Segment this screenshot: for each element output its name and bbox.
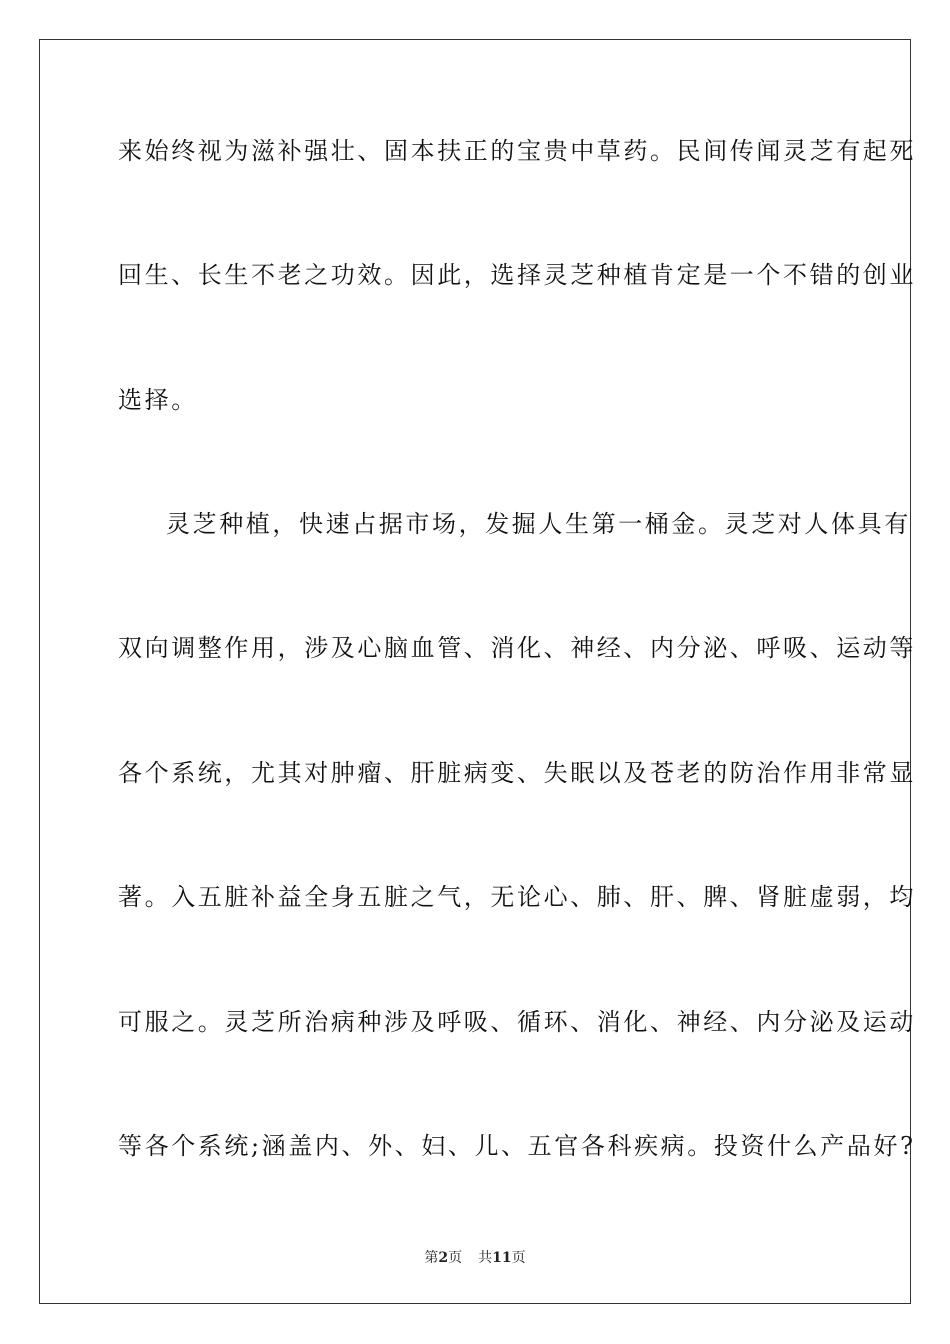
- text-line-7: 著。入五脏补益全身五脏之气，无论心、肺、肝、脾、肾脏虚弱，均: [118, 883, 916, 911]
- text-line-9: 等各个系统;涵盖内、外、妇、儿、五官各科疾病。投资什么产品好?: [118, 1132, 916, 1160]
- page-number: 2: [438, 1250, 449, 1266]
- text-line-8: 可服之。灵芝所治病种涉及呼吸、循环、消化、神经、内分泌及运动: [118, 1008, 916, 1036]
- page-border: [39, 39, 916, 1304]
- text-line-3: 选择。: [118, 386, 198, 414]
- text-line-1: 来始终视为滋补强壮、固本扶正的宝贵中草药。民间传闻灵芝有起死: [118, 137, 916, 165]
- text-line-5: 双向调整作用，涉及心脑血管、消化、神经、内分泌、呼吸、运动等: [118, 634, 916, 662]
- page-suffix: 页: [448, 1250, 463, 1266]
- total-suffix: 页: [511, 1250, 526, 1266]
- total-prefix: 共: [478, 1250, 493, 1266]
- text-line-6: 各个系统，尤其对肿瘤、肝脏病变、失眠以及苍老的防治作用非常显: [118, 759, 916, 787]
- text-line-2: 回生、长生不老之功效。因此，选择灵芝种植肯定是一个不错的创业: [118, 261, 916, 289]
- page-footer: [0, 1249, 950, 1267]
- total-pages: 11: [492, 1250, 512, 1266]
- paragraph-start-line: 灵芝种植，快速占据市场，发掘人生第一桶金。灵芝对人体具有: [166, 510, 911, 538]
- page-prefix: 第: [424, 1250, 439, 1266]
